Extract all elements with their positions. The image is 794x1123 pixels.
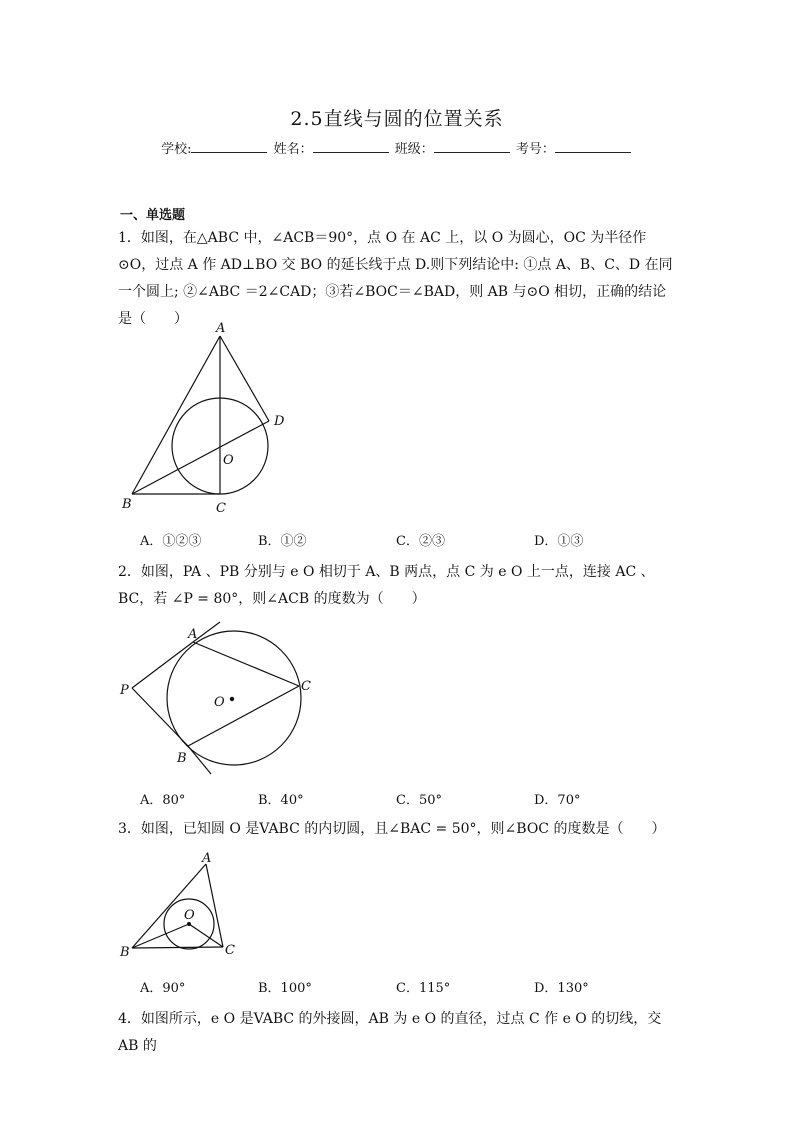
segment-bc — [188, 686, 299, 746]
label-b: B — [120, 945, 130, 960]
question-2-options — [118, 789, 678, 809]
label-o: O — [214, 695, 225, 710]
class-label: 班级： — [394, 142, 434, 157]
tangent-pa — [132, 642, 193, 688]
segment-ad — [220, 336, 269, 421]
option-a[interactable]: A．90° — [140, 981, 186, 996]
tangent-pb — [132, 688, 188, 746]
page-title: 2.5直线与圆的位置关系 — [290, 108, 504, 130]
label-c: C — [216, 501, 226, 516]
option-c[interactable]: C．115° — [396, 981, 451, 996]
question-3-figure — [110, 848, 250, 963]
label-b: B — [122, 497, 132, 512]
question-1-figure — [110, 318, 310, 518]
label-o: O — [223, 453, 234, 468]
segment-ab — [132, 864, 206, 948]
school-label: 学校: — [161, 142, 192, 157]
option-b[interactable]: B．①② — [258, 534, 307, 549]
question-1-text: 1．如图，在△ABC 中，∠ACB＝90°，点 O 在 AC 上，以 O 为圆心，OC 为半径作⊙O，过点 A 作 AD⊥BO 交 BO 的延长线于点 D.则下列结论中: ①点 A、B、C、D 在同一个圆上; ②∠ABC ＝2∠CAD；③若∠BOC＝∠BAD，则 AB 与⊙O 相切，正确的结论是（ ） — [118, 230, 673, 327]
option-d[interactable]: D．130° — [534, 981, 589, 996]
number-blank — [555, 140, 631, 153]
option-c[interactable]: C．50° — [396, 793, 442, 808]
name-blank — [313, 140, 389, 153]
option-d[interactable]: D．70° — [534, 793, 581, 808]
segment-co — [189, 924, 223, 947]
question-3-text: 3．如图，已知圆 O 是VABC 的内切圆，且∠BAC = 50°，则∠BOC 的度数是（ ） — [118, 821, 666, 837]
label-d: D — [274, 414, 285, 429]
option-a[interactable]: A．80° — [140, 793, 186, 808]
name-label: 姓名： — [273, 142, 313, 157]
segment-ac — [206, 864, 223, 947]
center-dot — [230, 697, 234, 701]
question-1-options — [118, 530, 678, 550]
segment-bc — [132, 947, 223, 948]
label-c: C — [301, 679, 311, 694]
segment-bo — [132, 924, 189, 948]
label-c: C — [225, 943, 235, 958]
option-b[interactable]: B．100° — [258, 981, 312, 996]
student-info-line — [0, 138, 794, 157]
class-blank — [434, 140, 510, 153]
option-b[interactable]: B．40° — [258, 793, 304, 808]
question-4-text: 4．如图所示，e O 是VABC 的外接圆，AB 为 e O 的直径，过点 C 作 e O 的切线，交 AB 的 — [118, 1011, 662, 1054]
question-3-options — [118, 977, 678, 997]
number-label: 考号： — [515, 142, 555, 157]
section-heading: 一、单选题 — [120, 208, 186, 223]
label-p: P — [120, 683, 129, 698]
segment-ac — [193, 642, 299, 686]
option-c[interactable]: C．②③ — [396, 534, 445, 549]
question-2-figure — [110, 618, 340, 778]
option-d[interactable]: D．①③ — [534, 534, 584, 549]
label-a: A — [188, 627, 198, 642]
school-blank — [191, 140, 267, 153]
question-2-text: 2．如图，PA 、PB 分别与 e O 相切于 A、B 两点，点 C 为 e O 上一点，连接 AC 、BC，若 ∠P = 80°，则∠ACB 的度数为（ ） — [118, 564, 655, 607]
label-o: O — [184, 908, 195, 923]
label-b: B — [177, 751, 187, 766]
label-a: A — [202, 851, 212, 866]
option-a[interactable]: A．①②③ — [140, 534, 202, 549]
label-a: A — [216, 321, 226, 336]
